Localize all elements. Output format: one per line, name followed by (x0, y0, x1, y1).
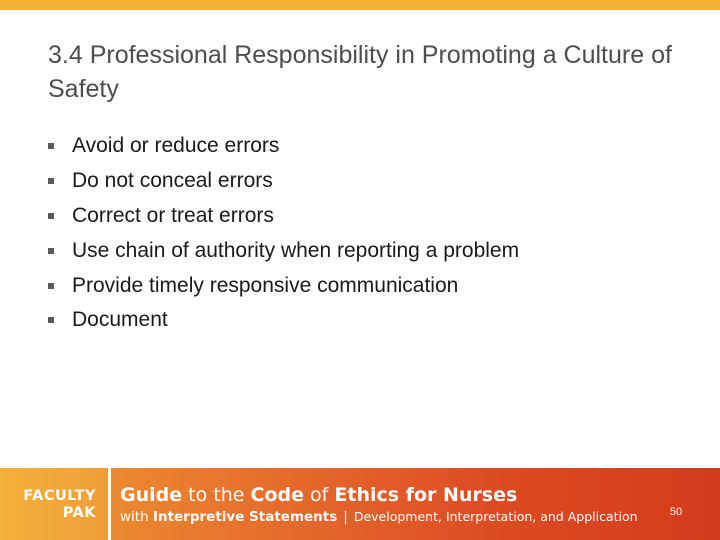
bullet-item (48, 199, 519, 234)
bullet-text: Avoid or reduce errors (72, 134, 280, 158)
to-the-words: to the (182, 484, 251, 506)
bullet-item (48, 233, 519, 268)
bullet-item (48, 303, 519, 338)
of-word: of (303, 484, 335, 506)
logo-line-pak: PAK (62, 505, 96, 521)
square-bullet-icon (48, 213, 54, 219)
ethics-for-nurses: Ethics for Nurses (334, 484, 518, 506)
bullet-item (48, 129, 519, 164)
logo-line-faculty: FACULTY (23, 488, 96, 504)
top-accent-bar (0, 0, 720, 10)
square-bullet-icon (48, 143, 54, 149)
footer-divider (108, 468, 111, 540)
footer-banner (0, 468, 720, 540)
page-number: 50 (669, 506, 683, 518)
with-word: with (120, 509, 153, 525)
interpretive-statements: Interpretive Statements (152, 509, 338, 525)
square-bullet-icon (48, 248, 54, 254)
guide-subtitle (120, 509, 638, 525)
bullet-text: Document (72, 308, 168, 332)
square-bullet-icon (48, 317, 54, 323)
slide-title: 3.4 Professional Responsibility in Promoting a Culture of Safety (48, 41, 672, 103)
square-bullet-icon (48, 283, 54, 289)
square-bullet-icon (48, 178, 54, 184)
bullet-text: Do not conceal errors (72, 169, 273, 193)
development-subtitle: Development, Interpretation, and Application (353, 509, 638, 524)
bullet-item (48, 164, 519, 199)
bullet-text: Provide timely responsive communication (72, 273, 459, 297)
guide-word: Guide (120, 484, 183, 506)
bullet-item (48, 268, 519, 303)
separator-bar: | (343, 509, 348, 525)
code-word: Code (250, 484, 304, 506)
bullet-text: Correct or treat errors (72, 203, 274, 227)
guide-title (120, 484, 517, 506)
bullet-list (48, 129, 519, 338)
faculty-pak-logo (0, 468, 110, 540)
bullet-text: Use chain of authority when reporting a problem (72, 238, 520, 262)
